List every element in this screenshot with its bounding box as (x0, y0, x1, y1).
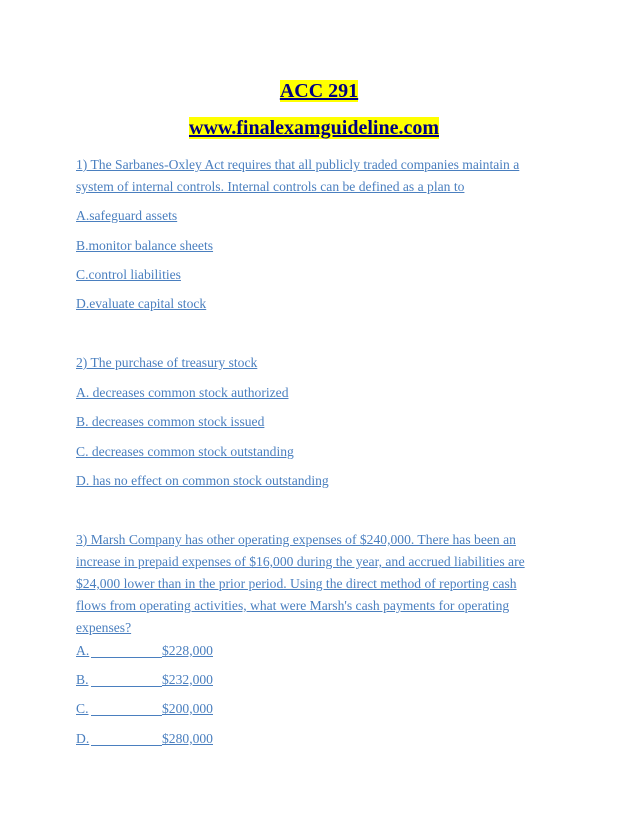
course-title (0, 79, 638, 103)
option-tab-underline (91, 657, 162, 658)
question-3-option-d-amount[interactable]: $280,000 (162, 731, 213, 746)
question-1-option-d[interactable]: D.evaluate capital stock (76, 296, 207, 311)
option-tab-underline (91, 745, 162, 746)
question-3-option-b-letter[interactable]: B. (76, 672, 89, 687)
question-2-option-b[interactable]: B. decreases common stock issued (76, 414, 265, 429)
question-3-stem-line-3[interactable]: $24,000 lower than in the prior period. Using the direct method of reporting cash (76, 576, 517, 591)
question-3-stem-line-4[interactable]: flows from operating activities, what were Marsh's cash payments for operating (76, 598, 510, 613)
option-tab-underline (91, 686, 162, 687)
question-3-option-b-amount[interactable]: $232,000 (162, 672, 213, 687)
question-3-stem-line-5[interactable]: expenses? (76, 620, 132, 635)
question-3-option-c-letter[interactable]: C. (76, 701, 89, 716)
question-1-stem-line-2[interactable]: system of internal controls. Internal controls can be defined as a plan to (76, 179, 465, 194)
question-1-stem-line-1[interactable]: 1) The Sarbanes-Oxley Act requires that all publicly traded companies maintain a (76, 157, 520, 172)
question-2-stem-line-1[interactable]: 2) The purchase of treasury stock (76, 355, 258, 370)
question-2-option-c[interactable]: C. decreases common stock outstanding (76, 444, 294, 459)
website-link[interactable]: www.finalexamguideline.com (189, 117, 439, 139)
question-1-option-a[interactable]: A.safeguard assets (76, 208, 178, 223)
question-2-option-d[interactable]: D. has no effect on common stock outstanding (76, 473, 329, 488)
question-2-option-a[interactable]: A. decreases common stock authorized (76, 385, 289, 400)
course-title-text: ACC 291 (279, 80, 359, 102)
question-3-option-a-amount[interactable]: $228,000 (162, 643, 213, 658)
question-3-stem-line-1[interactable]: 3) Marsh Company has other operating expenses of $240,000. There has been an (76, 532, 516, 547)
question-1-option-c[interactable]: C.control liabilities (76, 267, 181, 282)
question-3-option-c-amount[interactable]: $200,000 (162, 701, 213, 716)
question-1-option-b[interactable]: B.monitor balance sheets (76, 238, 214, 253)
option-tab-underline (91, 715, 162, 716)
question-3-option-a-letter[interactable]: A. (76, 643, 90, 658)
question-3-option-d-letter[interactable]: D. (76, 731, 90, 746)
question-3-stem-line-2[interactable]: increase in prepaid expenses of $16,000 during the year, and accrued liabilities are (76, 554, 525, 569)
website-title (0, 116, 633, 140)
